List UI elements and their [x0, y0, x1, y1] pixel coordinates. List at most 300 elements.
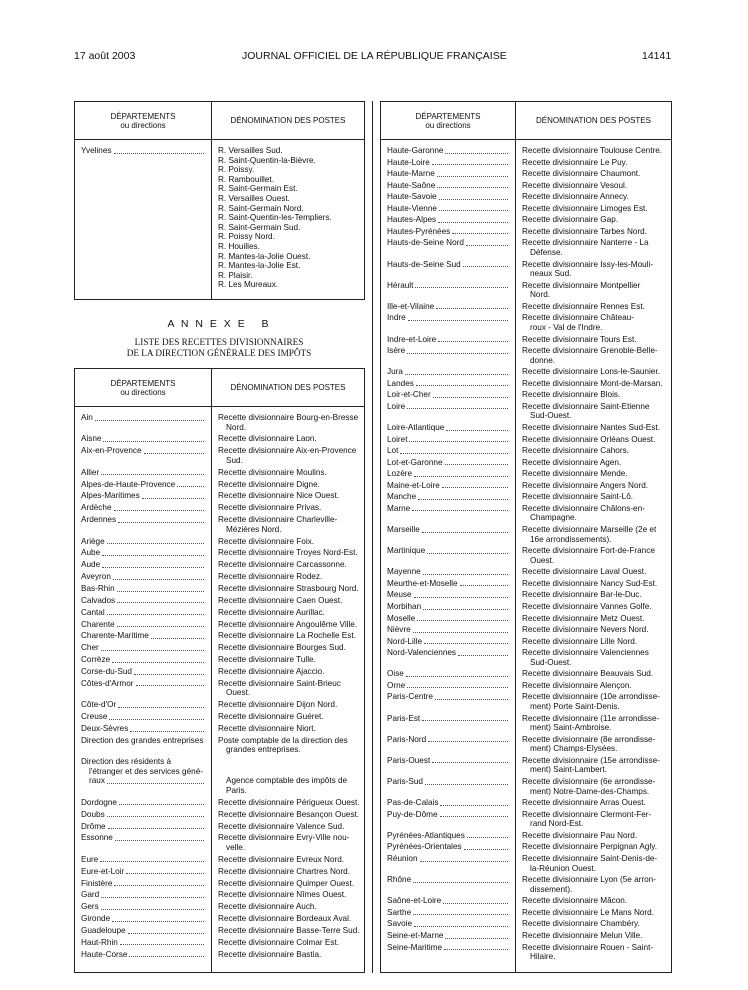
dept-name: Indre — [387, 313, 406, 323]
post-name: Recette divisionnaire (6e arrondisse- — [522, 777, 656, 787]
post-name: Recette divisionnaire Laval Ouest. — [522, 567, 647, 577]
table-row — [381, 681, 668, 691]
table-row — [75, 643, 360, 653]
dept-name: Creuse — [81, 712, 108, 722]
table-row — [381, 625, 668, 635]
table-row — [381, 756, 668, 775]
table-row — [381, 313, 668, 332]
table-row — [381, 875, 668, 894]
table-row — [381, 896, 668, 906]
dept-name: Lozère — [387, 469, 413, 479]
table-row — [381, 810, 668, 829]
table-row — [75, 584, 360, 594]
post-name: Recette divisionnaire Troyes Nord-Est. — [218, 548, 358, 558]
table-row — [381, 777, 668, 796]
post-name: Recette divisionnaire Clermont-Fer- — [522, 809, 652, 819]
dept-name: Calvados — [81, 595, 116, 605]
dept-name: Aix-en-Provence — [81, 446, 142, 456]
dept-name: Loire — [387, 401, 406, 411]
table-row — [381, 602, 668, 612]
col-head-dept — [75, 369, 212, 406]
post-name: Recette divisionnaire Mâcon. — [522, 896, 628, 906]
table-row — [75, 902, 360, 912]
post-name: Champagne. — [530, 513, 577, 523]
table-row — [75, 679, 360, 698]
table-row — [75, 434, 360, 444]
post-name: Recette divisionnaire Carcassonne. — [218, 560, 347, 570]
dept-name: Meuse — [387, 590, 412, 600]
table-row — [381, 735, 668, 754]
post-name: Recette divisionnaire (15e arrondisse- — [522, 755, 660, 765]
post-name: Recette divisionnaire Digne. — [218, 479, 320, 489]
dept-name: Bas-Rhin — [81, 584, 115, 593]
table-row — [75, 926, 360, 936]
dept-name: Maine-et-Loire — [387, 480, 440, 490]
table-row — [75, 468, 360, 478]
dept-name: Côte-d'Or — [81, 700, 117, 710]
table-row — [381, 504, 668, 523]
dept-name: Cher — [81, 643, 99, 653]
dept-name: Marseille — [387, 525, 420, 535]
table-row — [75, 503, 360, 513]
table-row — [381, 614, 668, 624]
table-row — [381, 158, 668, 168]
dept-name: Paris-Est — [387, 713, 421, 723]
post-name: Recette divisionnaire Moulins. — [218, 467, 327, 477]
post-name: Recette divisionnaire Bourges Sud. — [218, 643, 346, 653]
post-name: Recette divisionnaire Angers Nord. — [522, 480, 649, 490]
dept-name: Ariège — [81, 536, 105, 546]
post-name: Recette divisionnaire Aix-en-Provence — [218, 446, 357, 456]
table-row — [381, 227, 668, 237]
table-row — [381, 546, 668, 565]
table-row — [75, 667, 360, 677]
table-row — [75, 700, 360, 710]
dept-name: Oise — [387, 669, 404, 679]
table-row — [381, 492, 668, 502]
post-name: Recette divisionnaire Chambéry. — [522, 919, 640, 929]
post-name: Recette divisionnaire Nevers Nord. — [522, 625, 649, 635]
dept-name: Loire-Atlantique — [387, 423, 445, 433]
table-row — [381, 204, 668, 214]
table-row — [381, 842, 668, 852]
dept-name: Finistère — [81, 878, 113, 888]
dept-name: Paris-Centre — [387, 692, 433, 702]
post-name: Recette divisionnaire Ajaccio. — [218, 666, 325, 676]
dept-name: Haute-Garonne — [387, 146, 444, 155]
annex-subtitle-2: DE LA DIRECTION GÉNÉRALE DES IMPÔTS — [126, 348, 312, 358]
dept-name: raux — [89, 776, 105, 786]
dept-name: Ardèche — [81, 503, 112, 513]
dept-name: Pyrénées-Atlantiques — [387, 830, 465, 840]
table-row — [381, 192, 668, 202]
post-item: R. Mantes-la-Jolie Est. — [218, 261, 301, 271]
post-name: Recette divisionnaire Quimper Ouest. — [218, 878, 355, 888]
dept-name: Hautes-Alpes — [387, 215, 437, 225]
table-row — [75, 724, 360, 734]
dept-name: Charente — [81, 619, 115, 629]
post-name: Recette divisionnaire Chartres Nord. — [218, 866, 350, 876]
col-head-dept-line2: ou directions — [425, 120, 471, 130]
dept-name: Indre-et-Loire — [387, 334, 437, 344]
dept-name: Cantal — [81, 607, 105, 617]
table-row — [381, 390, 668, 400]
post-name: donne. — [530, 355, 556, 365]
table-row — [75, 596, 360, 606]
table-row — [381, 458, 668, 468]
col-head-posts-label: DÉNOMINATION DES POSTES — [536, 116, 651, 125]
post-name: Recette divisionnaire Bordeaux Aval. — [218, 914, 352, 924]
table-row — [75, 833, 360, 852]
table-row — [381, 238, 668, 257]
table-row — [381, 169, 668, 179]
page-number: 14141 — [642, 50, 672, 62]
post-name: Recette divisionnaire Gap. — [522, 215, 619, 225]
col-head-dept-line1: DÉPARTEMENTS — [110, 111, 176, 121]
post-name: roux - Val de l'Indre. — [530, 322, 603, 332]
post-name: Recette divisionnaire Tarbes Nord. — [522, 226, 647, 236]
post-name: Ouest. — [530, 555, 555, 565]
post-name: Recette divisionnaire Privas. — [218, 503, 322, 513]
post-name: Mézières Nord. — [226, 524, 282, 534]
post-name: Recette divisionnaire Saint-Etienne — [522, 401, 650, 411]
dept-name: Corrèze — [81, 655, 111, 665]
dept-name: Morbihan — [387, 602, 422, 611]
col-head-posts — [212, 102, 364, 139]
table-row — [75, 879, 360, 889]
col-head-dept-line1: DÉPARTEMENTS — [110, 378, 176, 388]
dept-name: Mayenne — [387, 567, 421, 577]
post-name: Recette divisionnaire Rodez. — [218, 572, 323, 582]
table-row — [75, 480, 360, 490]
dept-name: Allier — [81, 467, 100, 477]
post-name: Recette divisionnaire Guéret. — [218, 712, 324, 722]
post-name: Recette divisionnaire Lons-le-Saunier. — [522, 367, 660, 377]
table-right — [380, 101, 672, 973]
post-name: Recette divisionnaire (11e arrondisse- — [522, 713, 660, 723]
post-name: Recette divisionnaire Rouen - Saint- — [522, 942, 654, 952]
post-name: Recette divisionnaire Orléans Ouest. — [522, 434, 656, 444]
table-row — [381, 579, 668, 589]
col-head-posts — [212, 369, 364, 406]
post-name: Recette divisionnaire Nantes Sud-Est. — [522, 423, 660, 433]
dept-name: l'étranger et des services géné- — [89, 766, 203, 776]
dept-name: Direction des grandes entreprises — [81, 735, 204, 745]
post-name: Nord. — [226, 422, 247, 432]
post-name: Recette divisionnaire Mont-de-Marsan. — [522, 378, 663, 388]
col-head-posts-label: DÉNOMINATION DES POSTES — [230, 116, 346, 125]
post-name: Recette divisionnaire Chaumont. — [522, 169, 641, 179]
post-item: R. Saint-Germain Sud. — [218, 222, 301, 232]
dept-name: Eure — [81, 854, 99, 864]
dept-name: Marne — [387, 503, 411, 513]
dept-name: Aisne — [81, 434, 102, 444]
post-name: Recette divisionnaire Blois. — [522, 390, 621, 400]
post-name: Recette divisionnaire Alençon. — [522, 680, 632, 690]
table-row — [381, 648, 668, 667]
post-item: R. Poissy Nord. — [218, 232, 275, 242]
post-name: Recette divisionnaire Saint-Brieuc — [218, 678, 341, 688]
post-name: Recette divisionnaire Vannes Golfe. — [522, 602, 652, 611]
post-name: Recette divisionnaire Mende. — [522, 469, 628, 479]
post-name: Recette divisionnaire Le Mans Nord. — [522, 907, 654, 917]
post-name: Recette divisionnaire Vesoul. — [522, 180, 628, 190]
post-name: Recette divisionnaire Strasbourg Nord. — [218, 584, 359, 593]
table-row — [75, 608, 360, 618]
post-item: R. Mantes-la-Jolie Ouest. — [218, 251, 311, 261]
post-item: R. Plaisir. — [218, 270, 253, 280]
post-name: Recette divisionnaire Rennes Est. — [522, 301, 645, 311]
dept-name: Lot — [387, 446, 399, 456]
post-item: R. Rambouillet. — [218, 174, 274, 184]
column-rule — [372, 101, 373, 973]
dept-name: Eure-et-Loir — [81, 866, 125, 876]
dept-name: Deux-Sèvres — [81, 723, 129, 733]
table-row — [75, 757, 360, 795]
post-name: velle. — [226, 843, 246, 853]
post-name: ment) Saint-Ambroise. — [530, 723, 612, 733]
table-row — [381, 423, 668, 433]
col-head-dept-line2: ou directions — [120, 120, 166, 130]
dept-name: Haute-Saône — [387, 180, 436, 190]
post-name: Sud. — [226, 455, 243, 465]
post-name: Sud-Ouest. — [530, 657, 572, 667]
table-row — [381, 590, 668, 600]
dept-name: Charente-Maritime — [81, 631, 149, 641]
post-name: Nord. — [530, 290, 551, 300]
post-name: Défense. — [530, 247, 563, 257]
dept-name: Corse-du-Sud — [81, 666, 132, 676]
col-head-dept-line1: DÉPARTEMENTS — [415, 111, 481, 121]
table-header — [75, 369, 364, 407]
post-name: Recette divisionnaire Agen. — [522, 457, 622, 467]
dept-name: Paris-Nord — [387, 734, 427, 744]
post-name: Recette divisionnaire Tulle. — [218, 655, 316, 665]
col-head-posts-label: DÉNOMINATION DES POSTES — [230, 383, 346, 392]
dept-name: Loir-et-Cher — [387, 390, 431, 400]
post-name: Recette divisionnaire Basse-Terre Sud. — [218, 926, 360, 935]
post-name: Recette divisionnaire Aurillac. — [218, 607, 325, 617]
table-row — [381, 215, 668, 225]
dept-name: Manche — [387, 492, 417, 502]
table-row — [75, 867, 360, 877]
dept-name: Haute-Vienne — [387, 203, 437, 213]
dept-name: Paris-Ouest — [387, 755, 431, 765]
table-row — [75, 950, 360, 960]
dept-name: Côtes-d'Armor — [81, 678, 134, 688]
dept-name: Réunion — [387, 854, 418, 863]
dept-name: Hauts-de-Seine Nord — [387, 238, 464, 248]
table-row — [381, 692, 668, 711]
table-row — [75, 620, 360, 630]
table-row — [381, 346, 668, 365]
table-row — [381, 379, 668, 389]
dept-name: Ain — [81, 413, 93, 422]
table-row — [381, 714, 668, 733]
dept-name: Haute-Corse — [81, 949, 128, 959]
dept-name: Aube — [81, 548, 101, 558]
post-name: Recette divisionnaire La Rochelle Est. — [218, 631, 356, 641]
post-name: Recette divisionnaire Perpignan Agly. — [522, 842, 658, 852]
post-name: Recette divisionnaire Angoulême Ville. — [218, 619, 358, 629]
table-row — [75, 446, 360, 465]
post-item: R. Versailles Sud. — [218, 146, 283, 155]
dept-name: Essonne — [81, 833, 113, 843]
post-name: Hilaire. — [530, 952, 556, 962]
table-row — [75, 491, 360, 501]
table-row — [381, 367, 668, 377]
post-name: Recette divisionnaire Valenciennes — [522, 648, 649, 658]
post-name: Recette divisionnaire Tours Est. — [522, 334, 637, 344]
post-name: Recette divisionnaire Châlons-en- — [522, 503, 645, 513]
table-row — [75, 822, 360, 832]
table-row — [75, 413, 360, 432]
post-name: Recette divisionnaire Nanterre - La — [522, 238, 649, 248]
post-name: Recette divisionnaire Marseille (2e et — [522, 525, 657, 535]
table-row — [381, 637, 668, 647]
post-item: R. Les Mureaux. — [218, 280, 279, 290]
table-header — [381, 102, 671, 140]
dept-name: Aveyron — [81, 572, 111, 582]
post-item: R. Saint-Germain Est. — [218, 184, 298, 194]
table-row — [381, 181, 668, 191]
post-name: Recette divisionnaire Montpellier — [522, 280, 641, 290]
dept-name: Rhône — [387, 875, 412, 885]
post-name: neaux Sud. — [530, 269, 572, 279]
table-row — [381, 931, 668, 941]
post-name: Recette divisionnaire Château- — [522, 313, 634, 323]
post-name: Recette divisionnaire Colmar Est. — [218, 937, 340, 947]
table-row — [381, 281, 668, 300]
post-name: Ouest. — [226, 688, 251, 698]
table-row — [381, 469, 668, 479]
post-name: Recette divisionnaire Metz Ouest. — [522, 613, 645, 623]
table-row — [381, 919, 668, 929]
post-name: Recette divisionnaire Besançon Ouest. — [218, 809, 360, 819]
post-name: Recette divisionnaire Dijon Nord. — [218, 700, 338, 710]
table-row — [381, 908, 668, 918]
table-row — [75, 798, 360, 808]
post-name: Recette divisionnaire Bar-le-Duc. — [522, 590, 642, 600]
post-name: ment) Champs-Elysées. — [530, 744, 618, 754]
journal-title: JOURNAL OFFICIEL DE LA RÉPUBLIQUE FRANÇAISE — [242, 50, 507, 62]
post-name: Recette divisionnaire Evreux Nord. — [218, 854, 345, 864]
col-head-dept-line2: ou directions — [120, 387, 166, 397]
post-name: Recette divisionnaire Limoges Est. — [522, 203, 648, 213]
post-name: Recette divisionnaire Grenoble-Belle- — [522, 346, 658, 356]
dept-name: Hautes-Pyrénées — [387, 226, 451, 236]
dept-name: Haut-Rhin — [81, 937, 118, 947]
dept-name: Hérault — [387, 280, 414, 290]
dept-name: Meurthe-et-Moselle — [387, 578, 458, 588]
dept-name: Dordogne — [81, 797, 117, 807]
dept-name: Hauts-de-Seine Sud — [387, 259, 461, 269]
dept-name: Gironde — [81, 914, 111, 924]
post-name: Recette divisionnaire Fort-de-France — [522, 546, 655, 556]
table-header — [75, 102, 364, 140]
dept-name: Yvelines — [81, 146, 112, 155]
post-item: R. Versailles Ouest. — [218, 193, 290, 203]
dept-name: Moselle — [387, 613, 416, 623]
post-name: Recette divisionnaire Pau Nord. — [522, 830, 638, 840]
dept-name: Savoie — [387, 919, 413, 929]
dept-name: Ille-et-Vilaine — [387, 301, 435, 311]
dept-name: Haute-Marne — [387, 169, 435, 179]
post-name: Recette divisionnaire Beauvais Sud. — [522, 669, 654, 679]
post-name: Recette divisionnaire Foix. — [218, 536, 315, 546]
table-row — [75, 736, 360, 755]
annex-subtitle-1: LISTE DES RECETTES DIVISIONNAIRES — [134, 337, 304, 347]
yvelines-posts — [218, 146, 332, 290]
col-head-dept — [75, 102, 212, 139]
post-name: Poste comptable de la direction des — [218, 735, 348, 745]
dept-name: Saône-et-Loire — [387, 896, 442, 906]
table-row — [75, 537, 360, 547]
dept-name: Aude — [81, 560, 101, 570]
post-name: Recette divisionnaire Le Puy. — [522, 157, 628, 167]
table-row — [75, 560, 360, 570]
table-row — [75, 655, 360, 665]
dept-name: Landes — [387, 378, 414, 388]
dept-name: Gard — [81, 890, 100, 900]
dept-name: Drôme — [81, 821, 106, 831]
post-name: Agence comptable des impôts de — [226, 776, 348, 786]
table-row — [381, 854, 668, 873]
table-row — [75, 572, 360, 582]
post-name: Recette divisionnaire Périgueux Ouest. — [218, 797, 360, 807]
dept-name: Pas-de-Calais — [387, 798, 439, 808]
dept-name: Isère — [387, 346, 406, 356]
table-row — [381, 943, 668, 962]
table-row — [75, 890, 360, 900]
dept-name: Loiret — [387, 434, 408, 444]
dept-name: Alpes-Maritimes — [81, 491, 140, 501]
post-name: Recette divisionnaire Melun Ville. — [522, 930, 643, 940]
table-row — [381, 402, 668, 421]
table-row — [381, 831, 668, 841]
dept-name: Nièvre — [387, 625, 411, 635]
post-name: Recette divisionnaire Bastia. — [218, 949, 322, 959]
table-row — [381, 446, 668, 456]
dept-name: Sarthe — [387, 907, 412, 917]
post-item: R. Saint-Quentin-la-Bièvre. — [218, 155, 316, 165]
post-name: Recette divisionnaire Annecy. — [522, 192, 629, 202]
post-name: Recette divisionnaire Toulouse Centre. — [522, 146, 663, 155]
table-left — [74, 368, 365, 973]
post-name: Recette divisionnaire Evry-Ville nou- — [218, 833, 350, 843]
dept-name: Paris-Sud — [387, 777, 423, 787]
post-item: R. Saint-Germain Nord. — [218, 203, 304, 213]
post-name: Sud-Ouest. — [530, 411, 572, 421]
col-head-dept — [381, 102, 516, 139]
table-row — [381, 481, 668, 491]
dept-name: Direction des résidents à — [81, 757, 172, 767]
dept-name: Alpes-de-Haute-Provence — [81, 479, 176, 489]
table-row — [75, 712, 360, 722]
post-name: Paris. — [226, 786, 247, 796]
dept-name: Seine-Maritime — [387, 942, 443, 952]
table-row — [381, 335, 668, 345]
table-row — [75, 938, 360, 948]
post-name: la-Réunion Ouest. — [530, 863, 596, 873]
post-name: 16e arrondissements). — [530, 534, 612, 544]
post-name: Recette divisionnaire Niort. — [218, 723, 316, 733]
post-name: ment) Porte Saint-Denis. — [530, 702, 620, 712]
dept-name: Haute-Loire — [387, 157, 430, 167]
table-row — [381, 435, 668, 445]
table-row — [381, 525, 668, 544]
dept-name: Jura — [387, 367, 403, 377]
